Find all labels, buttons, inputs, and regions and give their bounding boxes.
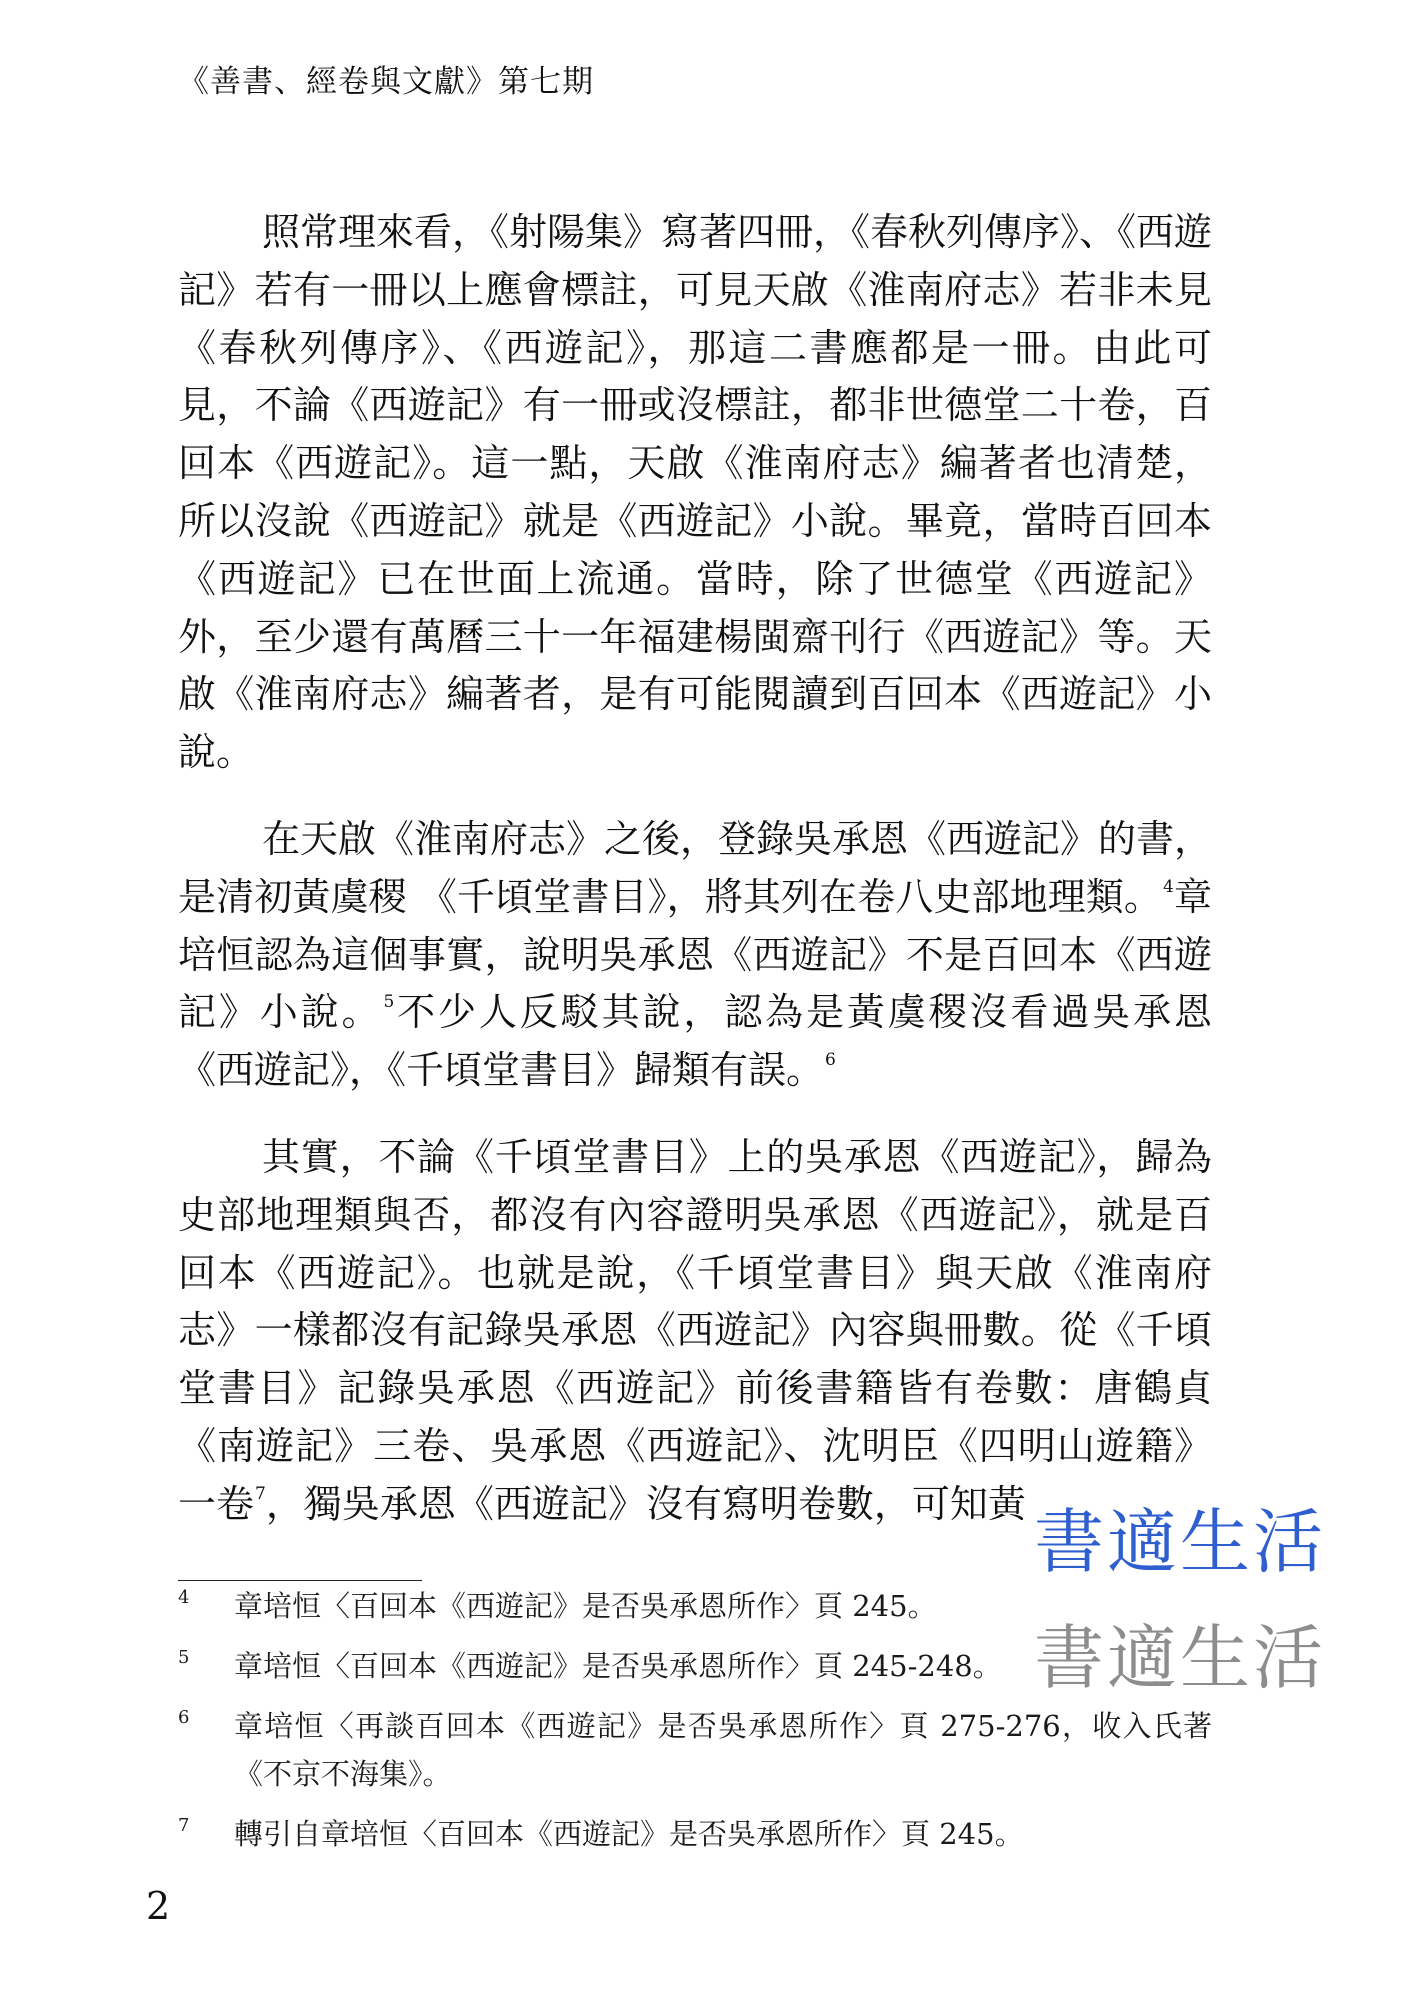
paragraph-1-text: 照常理來看，《射陽集》寫著四冊，《春秋列傳序》、《西遊記》若有一冊以上應會標註，可見天啟《淮南府志》若非未見《春秋列傳序》、《西遊記》，那這二書應都是一冊。由此可見，不論《西遊記》有一冊或沒標註，都非世德堂二十卷，百回本《西遊記》。這一點，天啟《淮南府志》編著者也清楚，所以沒說《西遊記》就是《西遊記》小說。畢竟，當時百回本《西遊記》已在世面上流通。當時，除了世德堂《西遊記》外，至少還有萬曆三十一年福建楊閩齋刊行《西遊記》等。天啟《淮南府志》編著者，是有可能閱讀到百回本《西遊記》小說。 [178, 210, 1213, 775]
footnote-6 [178, 1702, 1212, 1798]
watermark-secondary: 書適生活 [1034, 1617, 1326, 1699]
footnote-ref-5[interactable]: 5 [383, 992, 395, 1013]
running-head-title: 《善書、經卷與文獻》第七期 [178, 64, 594, 100]
watermark-primary: 書適生活 [1034, 1501, 1326, 1583]
paragraph-3-text-a: 其實，不論《千頃堂書目》上的吳承恩《西遊記》，歸為史部地理類與否，都沒有內容證明吳承恩《西遊記》，就是百回本《西遊記》。也就是說，《千頃堂書目》與天啟《淮南府志》一樣都沒有記錄吳承恩《西遊記》內容與冊數。從《千頃堂書目》記錄吳承恩《西遊記》前後書籍皆有卷數：唐鶴貞《南遊記》三卷、吳承恩《西遊記》、沈明臣《四明山遊籍》一卷 [178, 1134, 1212, 1526]
paragraph-3-text-b: ，獨吳承恩《西遊記》沒有寫明卷數，可知黃 [265, 1481, 1026, 1526]
footnote-ref-4[interactable]: 4 [1163, 876, 1174, 897]
footnote-text: 章培恒〈百回本《西遊記》是否吳承恩所作〉頁 245-248。 [234, 1649, 1002, 1683]
footnote-text: 轉引自章培恒〈百回本《西遊記》是否吳承恩所作〉頁 245。 [234, 1817, 1024, 1851]
footnote-ref-6[interactable]: 6 [825, 1050, 836, 1071]
footnote-text: 章培恒〈百回本《西遊記》是否吳承恩所作〉頁 245。 [234, 1589, 937, 1623]
paragraph-2-text-c: 不少人反駁其說，認為是黃虞稷沒看過吳承恩《西遊記》，《千頃堂書目》歸類有誤。 [178, 990, 1212, 1093]
footnote-separator [178, 1580, 422, 1581]
paragraph-2-text-b: 章培恒認為這個事實，說明吳承恩《西遊記》不是百回本《西遊記》小說。 [178, 874, 1212, 1035]
footnote-number: 7 [178, 1815, 190, 1836]
footnote-text: 章培恒〈再談百回本《西遊記》是否吳承恩所作〉頁 275-276，收入氏著《不京不海集》。 [234, 1709, 1212, 1791]
footnote-number: 4 [178, 1587, 190, 1608]
footnote-number: 6 [178, 1707, 190, 1728]
paragraph-1 [178, 204, 1212, 782]
page-number: 2 [146, 1884, 171, 1928]
paragraph-2 [178, 811, 1212, 1100]
footnote-ref-7[interactable]: 7 [255, 1483, 266, 1504]
paragraph-3 [178, 1129, 1212, 1534]
paragraph-2-text-a: 在天啟《淮南府志》之後，登錄吳承恩《西遊記》的書，是清初黃虞稷 《千頃堂書目》，將其列在卷八史部地理類。 [178, 816, 1213, 919]
footnote-7 [178, 1810, 1212, 1858]
main-body-text [178, 204, 1212, 1563]
footnote-number: 5 [178, 1647, 190, 1668]
